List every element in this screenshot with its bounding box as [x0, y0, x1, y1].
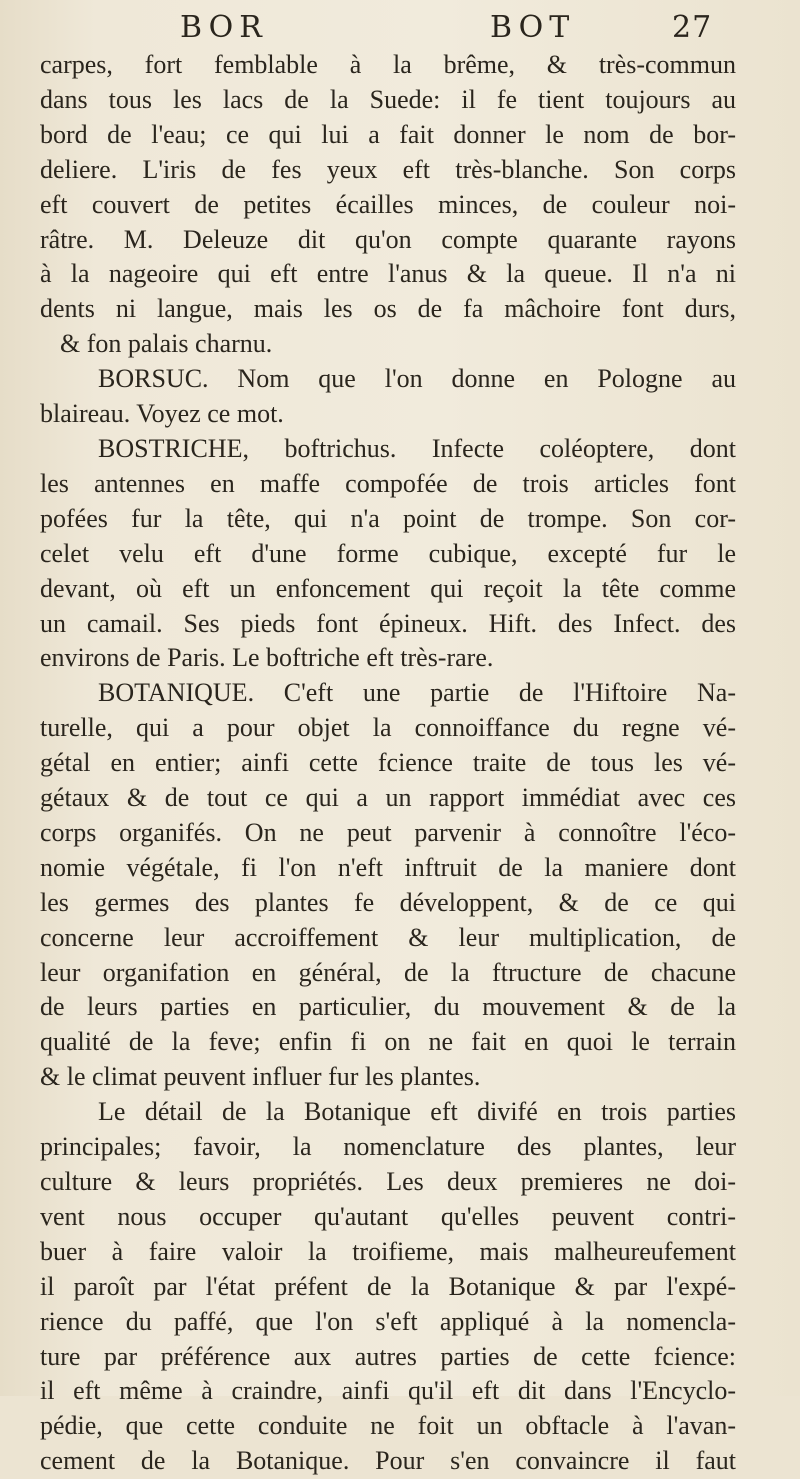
text-line: bord de l'eau; ce qui lui a fait donner le nom de bor-: [40, 119, 736, 149]
running-head: [40, 8, 736, 48]
text-line: celet velu eft d'une forme cubique, excepté fur le: [40, 538, 736, 568]
text-line: râtre. M. Deleuze dit qu'on compte quarante rayons: [40, 224, 736, 254]
text-line: corps organifés. On ne peut parvenir à connoître l'éco-: [40, 817, 736, 847]
text-line: turelle, qui a pour objet la connoiffance du regne vé-: [40, 713, 736, 743]
text-line: dents ni langue, mais les os de fa mâchoire font durs,: [40, 294, 736, 324]
text-line: il paroît par l'état préfent de la Botanique & par l'expé-: [40, 1271, 736, 1301]
text-line: les antennes en maffe compofée de trois articles font: [40, 468, 736, 498]
text-line: pédie, que cette conduite ne foit un obftacle à l'avan-: [40, 1411, 736, 1441]
text-line: dans tous les lacs de la Suede: il fe tient toujours au: [40, 84, 736, 114]
text-line: à la nageoire qui eft entre l'anus & la queue. Il n'a ni: [40, 259, 736, 289]
text-line: ture par préférence aux autres parties de cette fcience:: [40, 1341, 736, 1371]
text-line: il eft même à craindre, ainfi qu'il eft dit dans l'Encyclo-: [40, 1376, 736, 1406]
text-line: un camail. Ses pieds font épineux. Hift. des Infect. des: [40, 608, 736, 638]
text-line: nomie végétale, fi l'on n'eft inftruit de la maniere dont: [40, 852, 736, 882]
text-line: buer à faire valoir la troifieme, mais malheureufement: [40, 1236, 736, 1266]
text-line: gétal en entier; ainfi cette fcience traite de tous les vé-: [40, 748, 736, 778]
text-line: pofées fur la tête, qui n'a point de trompe. Son cor-: [40, 503, 736, 533]
entry-line-botanique: BOTANIQUE. C'eft une partie de l'Hiftoire Na-: [98, 678, 736, 708]
text-line: carpes, fort femblable à la brême, & très-commun: [40, 50, 736, 79]
text-line: culture & leurs propriétés. Les deux premieres ne doi-: [40, 1167, 736, 1196]
running-head-right: BOT: [490, 10, 576, 45]
entry-line-bostriche: BOSTRICHE, boftrichus. Infecte coléoptere, dont: [98, 433, 736, 463]
text-line: & le climat peuvent influer fur les plantes.: [40, 1062, 481, 1092]
text-line: environs de Paris. Le boftriche eft très-rare.: [40, 643, 494, 673]
page-number: 27: [672, 10, 713, 45]
text-line: leur organifation en général, de la ftructure de chacune: [40, 957, 736, 987]
text-line: gétaux & de tout ce qui a un rapport immédiat avec ces: [40, 783, 736, 813]
text-line: qualité de la feve; enfin fi on ne fait en quoi le terrain: [40, 1027, 736, 1057]
text-line: eft couvert de petites écailles minces, de couleur noi-: [40, 189, 736, 219]
text-line: blaireau. Voyez ce mot.: [40, 399, 284, 429]
text-line: cement de la Botanique. Pour s'en convaincre il faut: [40, 1446, 736, 1476]
running-head-left: BOR: [180, 10, 268, 45]
text-line: vent nous occuper qu'autant qu'elles peuvent contri-: [40, 1201, 736, 1231]
text-line: & fon palais charnu.: [60, 329, 273, 359]
entry-line-borsuc: BORSUC. Nom que l'on donne en Pologne au: [98, 364, 736, 394]
body-text: [40, 48, 736, 1479]
text-line: rience du paffé, que l'on s'eft appliqué à la nomencla-: [40, 1306, 736, 1336]
text-line: les germes des plantes fe développent, & de ce qui: [40, 887, 736, 917]
text-line: de leurs parties en particulier, du mouvement & de la: [40, 992, 736, 1022]
text-line: devant, où eft un enfoncement qui reçoit la tête comme: [40, 573, 736, 603]
text-line: concerne leur accroiffement & leur multiplication, de: [40, 922, 736, 952]
paragraph-line: Le détail de la Botanique eft divifé en trois parties: [98, 1097, 736, 1127]
text-line: principales; favoir, la nomenclature des plantes, leur: [40, 1132, 736, 1162]
text-line: deliere. L'iris de fes yeux eft très-blanche. Son corps: [40, 154, 736, 184]
